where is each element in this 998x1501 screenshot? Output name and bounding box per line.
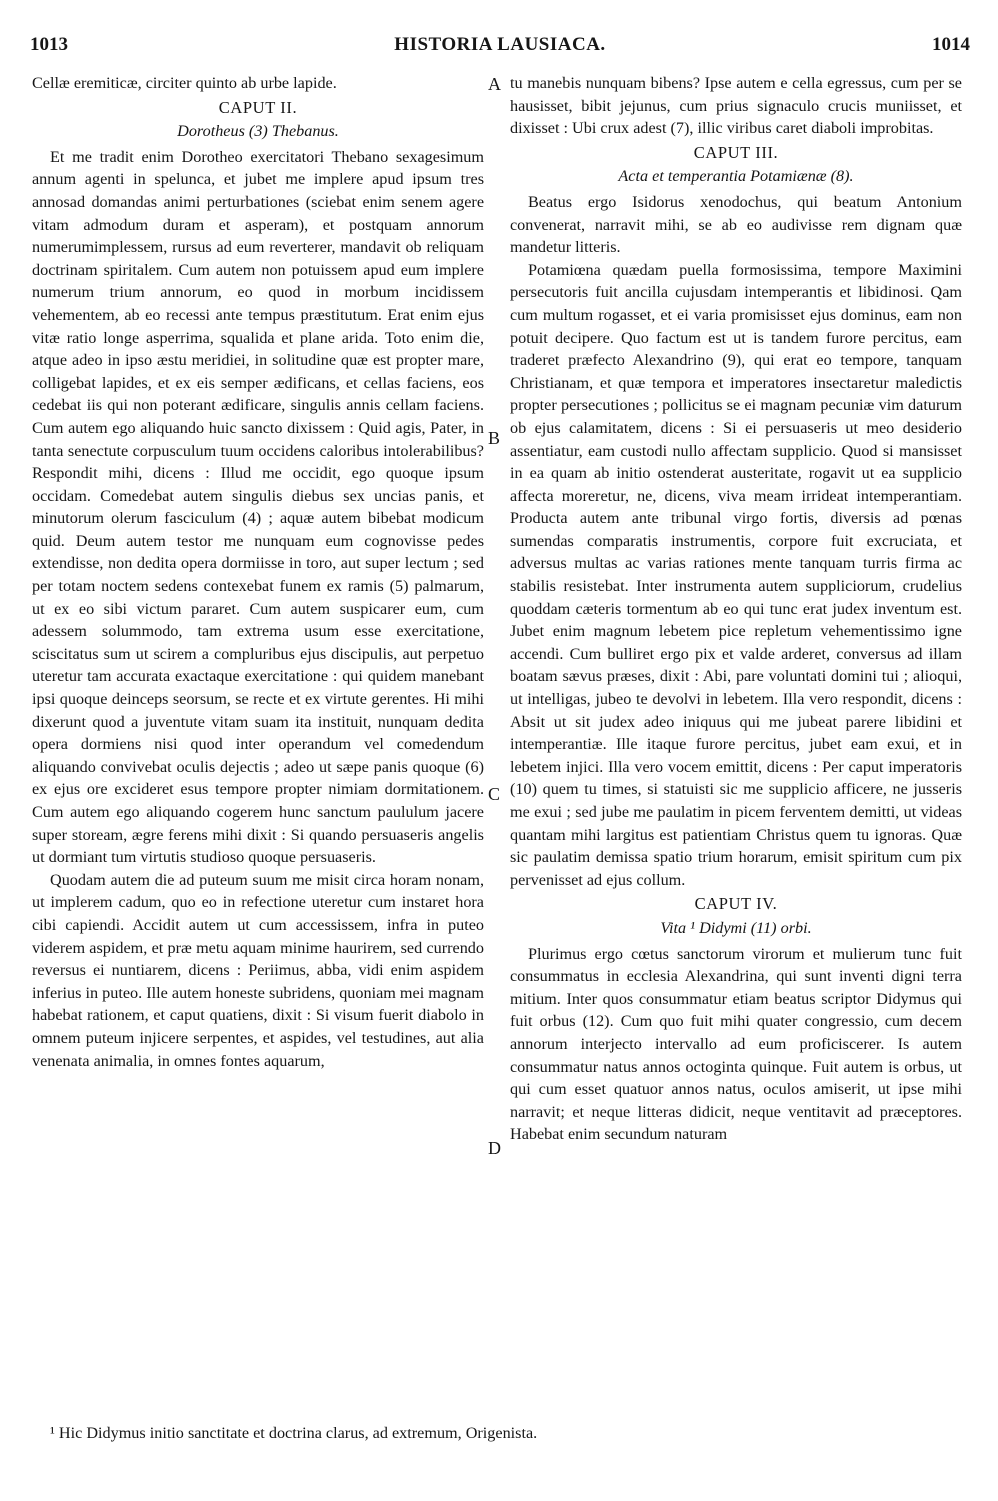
paragraph: Et me tradit enim Dorotheo exercitatori Thebano sexagesimum annum agenti in spelunca, et jubet me implere apud ipsum tres annosad domandas animi perturbationes (sciebat enim senem agere vitam admodum duram et asperam), et postquam annorum numerumimplessem, rursus ad eum reverterer, mandavit ob reliquam doctrinam spiritalem. Cum autem non potuissem apud eum implere numerum trium annorum, eo quod in morbum incidissem vehementem, ab eo recessi ante tempus præstitutum. Erat enim ejus vitæ ratio longe asperrima, squalida et plane arida. Toto enim die, atque adeo in ipso æstu meridiei, in solitudine quæ est propter mare, colligebat lapides, et ex eis semper ædificans, et cellas faciens, eos cedebat iis qui non poterant ædificare, singulis annis cellam faciens. Cum autem ego aliquando huic sancto dixissem : Quid agis, Pater, in tanta senectute corpusculum tuum occidens caloribus intolerabilibus? Respondit mihi, dicens : Illud me occidit, ego quoque ipsum occidam. Comedebat autem singulis diebus sex uncias panis, et minutorum olerum fasciculum (4) ; aquæ autem bibebat modicum quid. Deum autem testor me nunquam eum cognovisse pedes extendisse, non dedita opera dormiisse in toro, aut super lectum ; sed per totam noctem sedens contexebat funem ex ramis (5) palmarum, ut ex eo sibi victum pararet. Cum autem suspicarer eum, cum adessem solummodo, tam extrema usum esse exercitatione, sciscitatus sum ut scirem a compluribus ejus discipulis, aut perpetuo uteretur tam accurata exactaque exercitatione : qui quidem manebant ipsi quoque deinceps seorsum, se recte et ex virtute gerentes. Hi mihi dixerunt quod a juventute vitam suam ita instituit, nunquam dedita opera dormiens nisi quod inter operandum vel comedendum aliquando convivebat oculis dejectis ; adeo ut sæpe panis quoque (6) ex ejus ore excideret esus tempore propter nimiam dormitationem. Cum autem ego aliquando cogerem hunc sanctum paululum jacere super stoream, ægre ferens mihi dixit : Si quando persuaseris angelis ut dormiant tum virtutis studioso quoque persuaseris. [32,147,484,867]
margin-marker-d: D [488,1138,501,1158]
margin-marker-b: B [488,428,501,448]
running-header [30,34,970,64]
paragraph: Potamiœna quædam puella formosissima, tempore Maximini persecutoris fuit ancilla cujusdam intemperantis et libidinosi. Qam cum multum rogasset, et ei varia promisisset ejus dominus, eam non potuit decipere. Quo factum est ut is tandem furore percitus, eam traderet præfecto Alexandrino (9), qui erat eo tempore, tanquam Christianam, et quæ tempora et imperatores insectaretur maledictis propter persecutiones ; pollicitus se ei magnam pecuniæ vim daturum ob ejus calamitatem, dicens : Si ei persuaseris ut meo desiderio assentiatur, eam custodi nullo affectam supplicio. Quod si mansisset in ea quam ab initio ostenderat austeritate, rogavit ut ea supplicio affecta moreretur, ne, dicens, viva meam irrideat intemperantiam. Producta autem ante tribunal virgo fortis, diversis ad pœnas sumendas comparatis instrumentis, corpore fuit excruciata, et adversus multas ac varias rationes mente tanquam turris firma ac stabilis resistebat. Inter instrumenta autem suppliciorum, crudelius quoddam cæteris tormentum ab eo qui tunc erat judex inventum est. Jubet enim magnum lebetem pice repletum vehementissimo igne accendi. Cum bulliret ergo pix et valde arderet, conversus ad illam boatam sævus præses, dixit : Abi, pare voluntati domini tui ; alioqui, ut intelligas, jubeo te devolvi in lebetem. Illa vero respondit, dicens : Absit ut sit judex adeo iniquus qui me jubeat parere libidini et intemperantiæ. Ille itaque furore percitus, jubet eam exui, et in lebetem injici. Illa vero vocem emittit, dicens : Per caput imperatoris (10) quem tu times, si statuisti sic me supplicio afficere, ne jusseris me exui ; sed jube me paulatim in picem ferventem demitti, ut videas quantam mihi largitus est patientiam Christus quem tu ignoras. Quæ sic paulatim demissa spatio trium horarum, emisit spiritum cum pix pervenisset ad ejus collum. [510,260,962,889]
caput-4-subtitle: Vita ¹ Didymi (11) orbi. [660,918,812,937]
margin-marker-a: A [488,74,501,94]
caput-2-subtitle: Dorotheus (3) Thebanus. [177,122,339,141]
left-column [32,72,484,1072]
opening-line: Cellæ eremiticæ, circiter quinto ab urbe lapide. [32,74,337,92]
margin-marker-c: C [488,784,501,804]
footnote: ¹ Hic Didymus initio sanctitate et doctrina clarus, ad extremum, Origenista. [50,1424,538,1442]
paragraph: Beatus ergo Isidorus xenodochus, qui beatum Antonium convenerat, narravit mihi, se ab eo audivisse rem dignam quæ mandetur litteris. [510,192,962,257]
running-title: HISTORIA LAUSIACA. [394,34,606,55]
page-number-right: 1014 [932,34,970,55]
paragraph: Quodam autem die ad puteum suum me misit circa horam nonam, ut implerem cadum, quo eo in refectione uteretur cum instaret hora cibi capiendi. Accidit autem ut cum accessissem, infra in puteo viderem aspidem, et præ metu aquam minime haurirem, sed currendo reversus ei nuntiarem, dicens : Periimus, abba, vidi enim aspidem inferius in puteo. Ille autem honeste subridens, quoniam mei magnam habebat rationem, et caput quatiens, dixit : Si visum fuerit diabolo in omnem puteum injicere serpentes, et aspides, vel testudines, aut alia venenata animalia, in omnes fontes aquarum, [32,870,484,1070]
caput-3-subtitle: Acta et temperantia Potamiænæ (8). [618,167,854,186]
right-column [510,72,962,1146]
page-number-left: 1013 [30,34,68,55]
continued-paragraph: tu manebis nunquam bibens? Ipse autem e cella egressus, cum per se hausisset, bibit jejunus, cum prius signaculo crucis muniisset, et dixisset : Ubi crux adest (7), illic viribus caret diaboli improbitas. [510,74,962,138]
caput-3-heading: CAPUT III. [693,142,779,162]
caput-4-heading: CAPUT IV. [694,894,778,914]
paragraph: Plurimus ergo cœtus sanctorum virorum et mulierum tunc fuit consummatus in ecclesia Alexandrina, qui sunt inventi digni terra mitium. Inter quos consummatur etiam beatus scriptor Didymus qui fuit orbus (12). Cum quo fuit mihi quater congressio, cum decem annorum interjecto intervallo ad eum proficiscerer. Is autem consummatur natus annos octoginta quinque. Fuit autem is orbus, ut qui cum esset quatuor annos natus, oculos amiserit, ut ipse mihi narravit; et neque litteras didicit, neque ventitavit ad præceptores. Habebat enim secundum naturam [510,944,962,1144]
caput-2-heading: CAPUT II. [218,97,298,117]
